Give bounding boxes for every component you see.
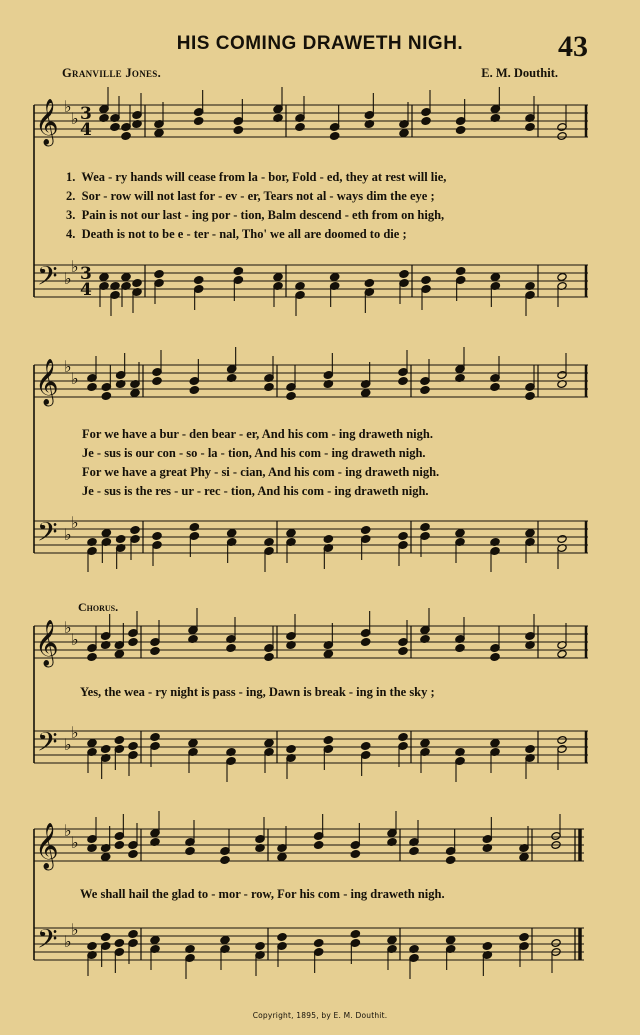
note-head xyxy=(421,117,431,126)
note-head xyxy=(87,653,97,662)
copyright-notice: Copyright, 1895, by E. M. Douthit. xyxy=(252,1011,388,1020)
note-head xyxy=(150,647,160,656)
flat-sign: ♭ xyxy=(71,920,79,939)
note-head xyxy=(87,942,97,951)
note-head xyxy=(420,386,430,395)
flat-sign: ♭ xyxy=(64,269,72,288)
chorus-line-2: We shall hail the glad to - mor - row, For his com - ing draweth nigh. xyxy=(80,887,445,901)
note-head xyxy=(101,933,111,942)
bass-clef-icon: 𝄢 xyxy=(37,260,58,298)
note-head xyxy=(286,745,296,754)
chorus-line-1: Yes, the wea - ry night is pass - ing, Dawn is break - ing in the sky ; xyxy=(80,685,435,699)
verse-line: Je - sus is the res - ur - rec - tion, And his com - ing draweth nigh. xyxy=(82,484,429,498)
note-head xyxy=(455,644,465,653)
note-head xyxy=(132,279,142,288)
note-head xyxy=(361,742,371,751)
note-head xyxy=(220,856,230,865)
note-head xyxy=(420,739,430,748)
flat-sign: ♭ xyxy=(64,618,72,637)
verse-line: For we have a bur - den bear - er, And his com - ing draweth nigh. xyxy=(82,427,433,441)
note-head xyxy=(114,736,124,745)
note-head xyxy=(121,132,131,141)
flat-sign: ♭ xyxy=(71,513,79,532)
note-head xyxy=(189,386,199,395)
note-head xyxy=(128,742,138,751)
note-head xyxy=(227,529,237,538)
note-head xyxy=(446,856,456,865)
flat-sign: ♭ xyxy=(71,257,79,276)
bass-clef-icon: 𝄢 xyxy=(37,726,58,764)
note-head xyxy=(152,532,162,541)
lyricist-credit: Granville Jones. xyxy=(62,66,162,80)
note-head xyxy=(557,273,567,282)
note-head xyxy=(255,942,265,951)
note-head xyxy=(128,638,138,647)
note-head xyxy=(154,129,164,138)
verse-block-1 xyxy=(66,168,446,244)
note-head xyxy=(128,930,138,939)
note-head xyxy=(233,267,243,276)
note-head xyxy=(121,273,131,282)
flat-sign: ♭ xyxy=(71,833,79,852)
flat-sign: ♭ xyxy=(64,525,72,544)
verse-line: 3. Pain is not our last - ing por - tion, Balm descend - eth from on high, xyxy=(66,208,445,222)
note-head xyxy=(273,273,283,282)
note-head xyxy=(87,383,97,392)
note-head xyxy=(456,267,466,276)
bass-clef-icon: 𝄢 xyxy=(37,923,58,961)
note-head xyxy=(128,850,138,859)
note-head xyxy=(87,739,97,748)
note-head xyxy=(456,126,466,135)
flat-sign: ♭ xyxy=(64,932,72,951)
chorus-label: Chorus. xyxy=(78,600,119,614)
note-head xyxy=(525,392,535,401)
note-head xyxy=(446,936,456,945)
note-head xyxy=(101,745,111,754)
note-head xyxy=(350,930,360,939)
note-head xyxy=(286,529,296,538)
note-head xyxy=(314,939,324,948)
note-head xyxy=(194,276,204,285)
note-head xyxy=(150,936,160,945)
note-head xyxy=(482,942,492,951)
note-head xyxy=(364,279,374,288)
note-head xyxy=(557,650,567,659)
composer-credit: E. M. Douthit. xyxy=(481,66,558,80)
verse-line: 1. Wea - ry hands will cease from la - bor, Fold - ed, they at rest will lie, xyxy=(66,170,447,184)
verse-line: 2. Sor - row will not last for - ev - er, Tears not al - ways dim the eye ; xyxy=(66,189,435,203)
note-head xyxy=(525,529,535,538)
flat-sign: ♭ xyxy=(64,97,72,116)
note-head xyxy=(150,733,160,742)
note-head xyxy=(189,523,199,532)
note-head xyxy=(490,739,500,748)
note-head xyxy=(194,117,204,126)
time-signature: 4 xyxy=(80,120,92,140)
note-head xyxy=(116,535,126,544)
note-head xyxy=(350,850,360,859)
treble-clef-icon: 𝄞 xyxy=(35,359,59,405)
note-head xyxy=(277,853,287,862)
note-head xyxy=(420,523,430,532)
note-head xyxy=(188,739,198,748)
note-head xyxy=(323,535,333,544)
note-head xyxy=(455,529,465,538)
note-head xyxy=(314,841,324,850)
note-head xyxy=(330,273,340,282)
note-head xyxy=(114,650,124,659)
hymn-title: HIS COMING DRAWETH NIGH. xyxy=(176,33,464,54)
note-head xyxy=(398,532,408,541)
flat-sign: ♭ xyxy=(71,369,79,388)
note-head xyxy=(399,129,409,138)
note-head xyxy=(421,276,431,285)
flat-sign: ♭ xyxy=(64,357,72,376)
treble-clef-icon: 𝄞 xyxy=(35,99,59,145)
note-head xyxy=(264,739,274,748)
note-head xyxy=(519,933,529,942)
time-signature: 4 xyxy=(80,280,92,300)
treble-clef-icon: 𝄞 xyxy=(35,620,59,666)
note-head xyxy=(154,270,164,279)
note-head xyxy=(130,526,140,535)
treble-clef-icon: 𝄞 xyxy=(35,823,59,869)
note-head xyxy=(330,132,340,141)
note-head xyxy=(557,736,567,745)
note-head xyxy=(233,126,243,135)
verse-line: 4. Death is not to be e - ter - nal, Tho' we all are doomed to die ; xyxy=(66,227,407,241)
note-head xyxy=(525,745,535,754)
verse-block-2 xyxy=(82,425,439,501)
note-head xyxy=(398,733,408,742)
note-head xyxy=(323,736,333,745)
note-head xyxy=(490,383,500,392)
note-head xyxy=(114,939,124,948)
bass-clef-icon: 𝄢 xyxy=(37,516,58,554)
note-head xyxy=(361,638,371,647)
note-head xyxy=(557,132,567,141)
note-head xyxy=(399,270,409,279)
note-head xyxy=(398,377,408,386)
flat-sign: ♭ xyxy=(71,109,79,128)
verse-line: For we have a great Phy - si - cian, And his com - ing draweth nigh. xyxy=(82,465,440,479)
note-head xyxy=(490,273,500,282)
flat-sign: ♭ xyxy=(71,630,79,649)
note-head xyxy=(519,853,529,862)
note-head xyxy=(130,389,140,398)
page-number: 43 xyxy=(558,30,588,63)
note-head xyxy=(361,389,371,398)
note-head xyxy=(525,123,535,132)
time-signature: 3 xyxy=(80,104,92,124)
note-head xyxy=(398,647,408,656)
note-head xyxy=(114,841,124,850)
note-head xyxy=(220,936,230,945)
note-head xyxy=(490,653,500,662)
note-head xyxy=(226,644,236,653)
note-head xyxy=(557,535,567,544)
flat-sign: ♭ xyxy=(71,723,79,742)
note-head xyxy=(152,377,162,386)
note-head xyxy=(99,273,109,282)
note-head xyxy=(101,853,111,862)
note-head xyxy=(323,650,333,659)
note-head xyxy=(409,847,419,856)
note-head xyxy=(361,526,371,535)
note-head xyxy=(101,392,111,401)
time-signature: 3 xyxy=(80,264,92,284)
flat-sign: ♭ xyxy=(64,735,72,754)
note-head xyxy=(277,933,287,942)
note-head xyxy=(264,383,274,392)
note-head xyxy=(551,939,561,948)
note-head xyxy=(264,653,274,662)
note-head xyxy=(387,936,397,945)
verse-line: Je - sus is our con - so - la - tion, And his com - ing draweth nigh. xyxy=(82,446,426,460)
flat-sign: ♭ xyxy=(64,821,72,840)
note-head xyxy=(295,123,305,132)
note-head xyxy=(185,847,195,856)
note-head xyxy=(110,123,120,132)
note-head xyxy=(286,392,296,401)
note-head xyxy=(101,529,111,538)
